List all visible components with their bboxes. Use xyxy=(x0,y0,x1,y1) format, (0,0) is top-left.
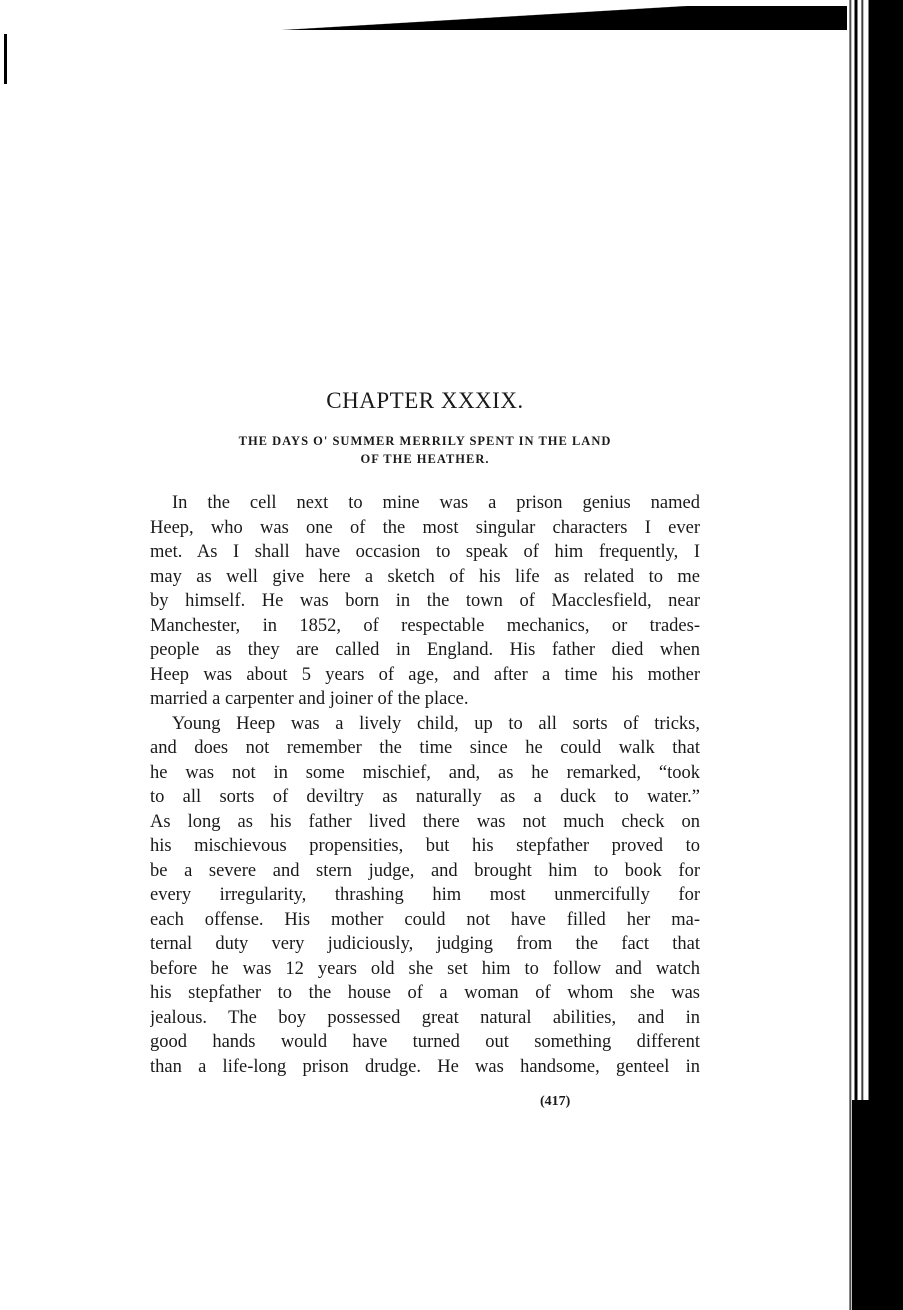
text-line: ternal duty very judiciously, judging from the fact that xyxy=(150,934,700,954)
chapter-subtitle xyxy=(150,432,700,468)
text-line: Heep was about 5 years of age, and after a time his mother xyxy=(150,664,700,685)
body-text xyxy=(150,491,700,1079)
text-line: As long as his father lived there was not much check on xyxy=(150,811,700,832)
text-line: by himself. He was born in the town of Macclesfield, near xyxy=(150,591,700,611)
text-line: and does not remember the time since he could walk that xyxy=(150,738,700,758)
chapter-subtitle-line-2: OF THE HEATHER. xyxy=(360,452,490,466)
text-line: his stepfather to the house of a woman of whom she was xyxy=(150,983,700,1003)
chapter-subtitle-line-1: THE DAYS O' SUMMER MERRILY SPENT IN THE LAND xyxy=(238,434,612,448)
text-line: people as they are called in England. His father died when xyxy=(150,640,700,660)
text-line: In the cell next to mine was a prison genius named xyxy=(172,493,700,513)
text-line: married a carpenter and joiner of the place. xyxy=(150,689,469,709)
text-line: than a life-long prison drudge. He was handsome, genteel in xyxy=(150,1056,700,1077)
text-line: may as well give here a sketch of his life as related to me xyxy=(150,566,700,587)
scan-top-edge xyxy=(168,6,903,30)
text-line: to all sorts of deviltry as naturally as a duck to water.” xyxy=(150,787,700,807)
text-line: good hands would have turned out something different xyxy=(150,1032,700,1052)
scan-left-mark xyxy=(4,34,7,84)
text-line: Heep, who was one of the most singular characters I ever xyxy=(150,517,700,538)
text-line: he was not in some mischief, and, as he remarked, “took xyxy=(150,762,700,783)
text-line: be a severe and stern judge, and brought him to book for xyxy=(150,860,700,881)
chapter-title: CHAPTER XXXIX. xyxy=(326,388,524,413)
text-line: his mischievous propensities, but his stepfather proved to xyxy=(150,836,700,856)
page-number: (417) xyxy=(540,1094,571,1109)
text-line: Manchester, in 1852, of respectable mechanics, or trades- xyxy=(150,615,700,636)
scan-right-edge-bottom xyxy=(852,1100,903,1310)
text-line: before he was 12 years old she set him to follow and watch xyxy=(150,958,700,979)
text-line: Young Heep was a lively child, up to all sorts of tricks, xyxy=(172,713,700,734)
text-line: jealous. The boy possessed great natural abilities, and in xyxy=(150,1007,700,1028)
text-line: each offense. His mother could not have filled her ma- xyxy=(150,909,700,930)
text-line: every irregularity, thrashing him most unmercifully for xyxy=(150,885,700,905)
text-line: met. As I shall have occasion to speak of him frequently, I xyxy=(150,542,700,562)
